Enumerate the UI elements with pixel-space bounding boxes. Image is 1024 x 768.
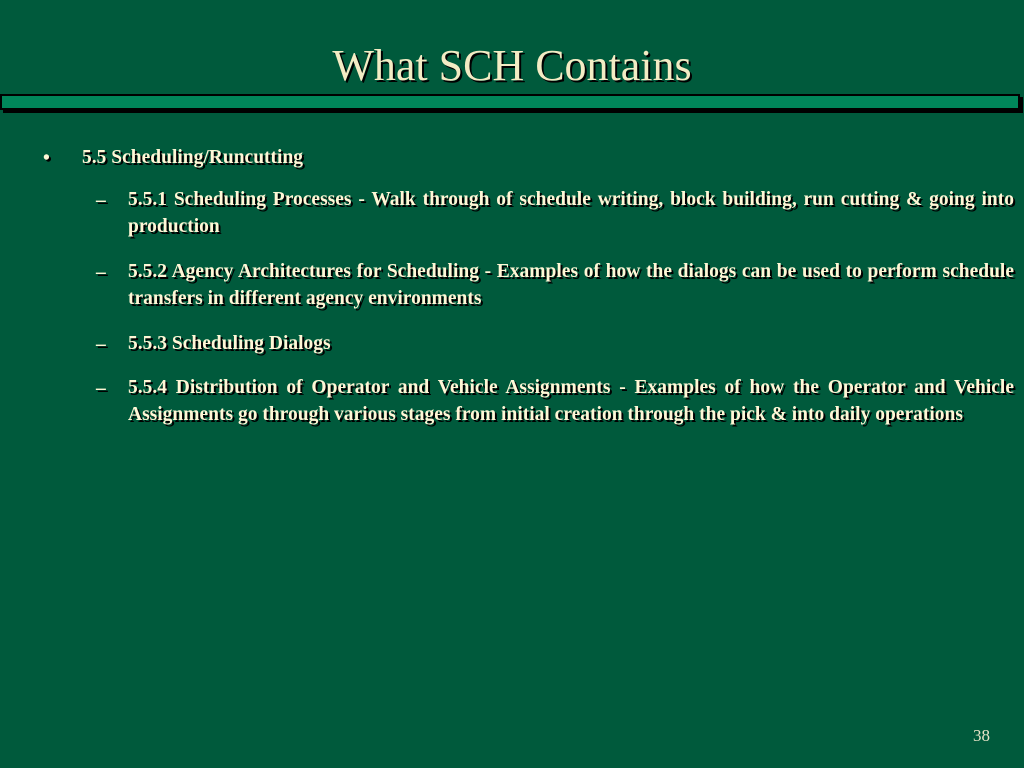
page-number: 38	[973, 726, 990, 745]
sub-item-agency-architectures: 5.5.2 Agency Architectures for Scheduling - Examples of how the dialogs can be used to perform schedule transfers in different agency environments	[128, 261, 1014, 309]
title-divider-bar	[0, 94, 1020, 110]
dash-icon: –	[96, 190, 106, 211]
slide-title: What SCH Contains	[332, 41, 692, 90]
bullet-item-scheduling-runcutting: 5.5 Scheduling/Runcutting	[82, 147, 304, 168]
dash-icon: –	[96, 334, 106, 355]
bullet-icon: •	[43, 148, 50, 169]
sub-item-scheduling-processes: 5.5.1 Scheduling Processes - Walk through of schedule writing, block building, run cutting & going into production	[128, 189, 1014, 237]
sub-item-scheduling-dialogs: 5.5.3 Scheduling Dialogs	[128, 333, 331, 354]
dash-icon: –	[96, 262, 106, 283]
sub-item-distribution-assignments: 5.5.4 Distribution of Operator and Vehicle Assignments - Examples of how the Operator and Vehicle Assignments go through various stages from initial creation through the pick & into daily operations	[128, 377, 1014, 425]
dash-icon: –	[96, 378, 106, 399]
